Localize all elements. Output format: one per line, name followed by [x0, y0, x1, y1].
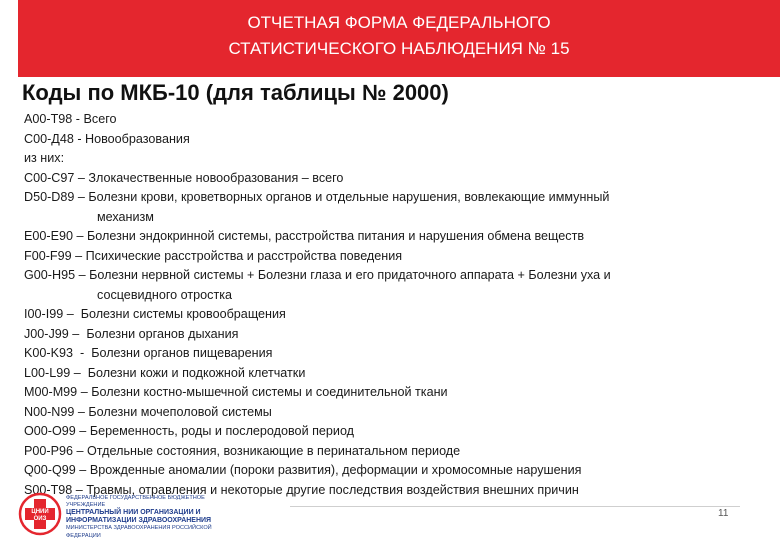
code-description-continued: механизм [97, 209, 154, 224]
of-which-label: из них: [24, 151, 65, 165]
code-description: Болезни органов пищеварения [91, 346, 273, 360]
code-description: Травмы, отравления и некоторые другие последствия воздействия внешних причин [86, 482, 579, 497]
code-range: G00-H95 – [24, 268, 90, 282]
code-row [24, 305, 764, 325]
header-title-line-2: СТАТИСТИЧЕСКОГО НАБЛЮДЕНИЯ № 15 [228, 39, 570, 58]
logo-line-4: МИНИСТЕРСТВА ЗДРАВООХРАНЕНИЯ РОССИЙСКОЙ ФЕДЕРАЦИИ [66, 525, 212, 539]
code-row [24, 266, 764, 286]
code-range: L00-L99 – [24, 365, 88, 380]
code-row [24, 344, 764, 364]
code-row [24, 188, 764, 208]
code-description: Болезни нервной системы + Болезни глаза и его придаточного аппарата + Болезни уха и [89, 268, 611, 282]
code-description: Болезни мочеполовой системы [88, 404, 272, 419]
code-range: O00-O99 – [24, 424, 90, 438]
logo-line-1: ФЕДЕРАЛЬНОЕ ГОСУДАРСТВЕННОЕ БЮДЖЕТНОЕ УЧРЕЖДЕНИЕ [66, 495, 205, 509]
slide-header [18, 0, 780, 77]
code-row [24, 403, 764, 423]
code-row [24, 364, 764, 384]
code-range: C00-C97 – [24, 170, 89, 185]
code-row [24, 325, 764, 345]
code-description: Злокачественные новообразования – всего [88, 170, 344, 185]
code-range: P00-P96 – [24, 443, 88, 458]
code-range: K00-K93 - [24, 346, 92, 360]
code-description: Отдельные состояния, возникающие в перинатальном периоде [87, 443, 461, 458]
code-description: Психические расстройства и расстройства поведения [85, 248, 403, 263]
code-range: Q00-Q99 – [24, 463, 90, 477]
logo-line-3: ИНФОРМАТИЗАЦИИ ЗДРАВООХРАНЕНИЯ [66, 517, 212, 525]
code-description: Болезни крови, кроветворных органов и отдельные нарушения, вовлекающие иммунный [88, 190, 610, 204]
code-row [24, 169, 764, 189]
code-row [24, 442, 764, 462]
footer-divider [290, 506, 740, 507]
code-description: Болезни костно-мышечной системы и соединительной ткани [91, 385, 448, 399]
code-items [24, 169, 764, 501]
code-row [24, 383, 764, 403]
logo-text [66, 495, 221, 540]
code-description: Болезни кожи и подкожной клетчатки [87, 365, 306, 380]
code-range: J00-J99 – [24, 326, 87, 341]
logo-emblem-text-2: ОИЗ [33, 516, 47, 522]
code-row [24, 247, 764, 267]
page-subtitle: Коды по МКБ-10 (для таблицы № 2000) [22, 80, 449, 105]
medical-cross-icon [18, 492, 62, 536]
header-title-line-1: ОТЧЕТНАЯ ФОРМА ФЕДЕРАЛЬНОГО [247, 13, 551, 32]
code-range: N00-N99 – [24, 404, 89, 419]
logo-emblem-text-1: ЦНИИ [31, 509, 49, 515]
code-range: D50-D89 – [24, 190, 89, 204]
page-number: 11 [718, 508, 729, 519]
code-range: S00-T98 – [24, 482, 87, 497]
code-description-continued: сосцевидного отростка [97, 287, 233, 302]
code-description: Беременность, роды и послеродовой период [89, 424, 355, 438]
logo-line-2: ЦЕНТРАЛЬНЫЙ НИИ ОРГАНИЗАЦИИ И [66, 509, 201, 517]
code-description: Врожденные аномалии (пороки развития), деформации и хромосомные нарушения [89, 463, 582, 477]
code-range: F00-F99 – [24, 248, 86, 263]
organization-logo [18, 492, 218, 539]
code-range: E00-E90 – [24, 229, 88, 243]
code-total: A00-T98 - Всего [24, 112, 117, 126]
code-range: M00-M99 – [24, 385, 92, 399]
code-description: Болезни эндокринной системы, расстройства питания и нарушения обмена веществ [87, 229, 585, 243]
code-row [24, 227, 764, 247]
code-description: Болезни органов дыхания [86, 326, 239, 341]
code-row [24, 461, 764, 481]
code-neoplasms: C00-Д48 - Новообразования [24, 131, 190, 146]
code-description: Болезни системы кровообращения [80, 307, 286, 321]
code-row [24, 422, 764, 442]
icd-code-list [24, 110, 764, 500]
code-range: I00-I99 – [24, 307, 81, 321]
